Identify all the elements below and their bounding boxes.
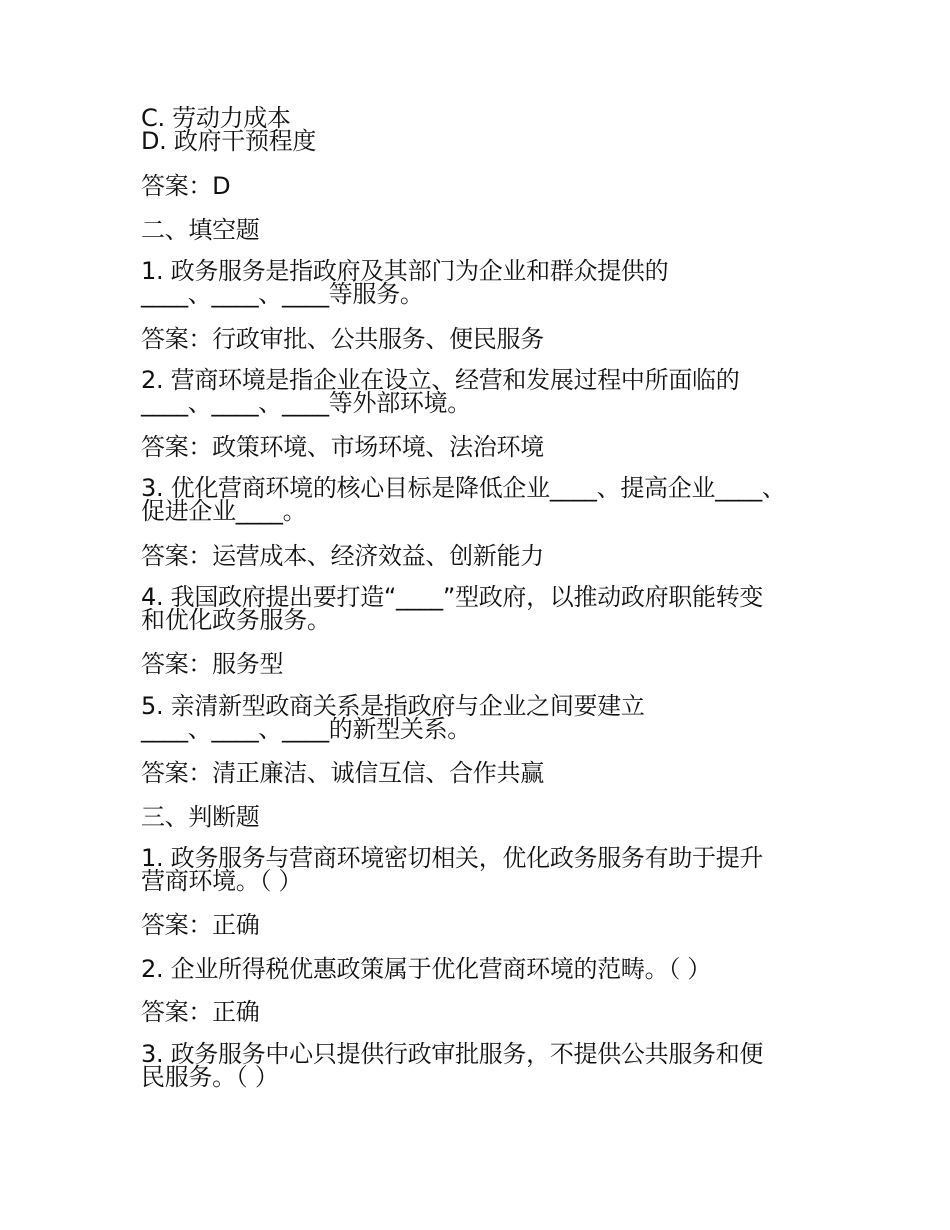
section-heading-judge: 三、判断题 (141, 803, 260, 831)
fill-answer-2: 答案：政策环境、市场环境、法治环境 (141, 433, 544, 461)
fill-question-2 (141, 366, 821, 417)
fill-answer-3: 答案：运营成本、经济效益、创新能力 (141, 542, 544, 570)
question-line: 1. 政务服务是指政府及其部门为企业和群众提供的 (141, 257, 669, 285)
fill-answer-4: 答案：服务型 (141, 650, 284, 678)
question-line: 1. 政务服务与营商环境密切相关，优化政务服务有助于提升 (141, 844, 764, 872)
question-line: 3. 优化营商环境的核心目标是降低企业____、提高企业____、 (141, 474, 786, 502)
mc-answer: 答案：D (141, 172, 231, 200)
judge-question-2: 2. 企业所得税优惠政策属于优化营商环境的范畴。（ ） (141, 955, 712, 983)
question-line: ____、____、____等外部环境。 (141, 389, 471, 417)
question-line: 2. 营商环境是指企业在设立、经营和发展过程中所面临的 (141, 366, 740, 394)
question-line: 民服务。（ ） (141, 1063, 279, 1091)
judge-answer-1: 答案：正确 (141, 911, 260, 939)
question-line: 4. 我国政府提出要打造“____”型政府，以推动政府职能转变 (141, 583, 764, 611)
fill-question-4 (141, 583, 821, 634)
question-line: 5. 亲清新型政商关系是指政府与企业之间要建立 (141, 692, 645, 720)
section-heading-fill: 二、填空题 (141, 216, 260, 244)
option-d: D. 政府干预程度 (141, 127, 317, 155)
question-line: 营商环境。（ ） (141, 867, 303, 895)
question-line: ____、____、____等服务。 (141, 280, 424, 308)
judge-question-1 (141, 844, 821, 895)
fill-question-3 (141, 474, 821, 525)
option-c: C. 劳动力成本 (141, 104, 291, 132)
judge-question-3 (141, 1040, 821, 1091)
fill-question-1 (141, 257, 821, 308)
judge-answer-2: 答案：正确 (141, 998, 260, 1026)
fill-answer-1: 答案：行政审批、公共服务、便民服务 (141, 325, 544, 353)
option-block (141, 104, 821, 155)
fill-answer-5: 答案：清正廉洁、诚信互信、合作共赢 (141, 759, 544, 787)
question-line: 3. 政务服务中心只提供行政审批服务，不提供公共服务和便 (141, 1040, 764, 1068)
fill-question-5 (141, 692, 821, 743)
question-line: ____、____、____的新型关系。 (141, 715, 471, 743)
question-line: 促进企业____。 (141, 497, 307, 525)
question-line: 和优化政务服务。 (141, 606, 331, 634)
